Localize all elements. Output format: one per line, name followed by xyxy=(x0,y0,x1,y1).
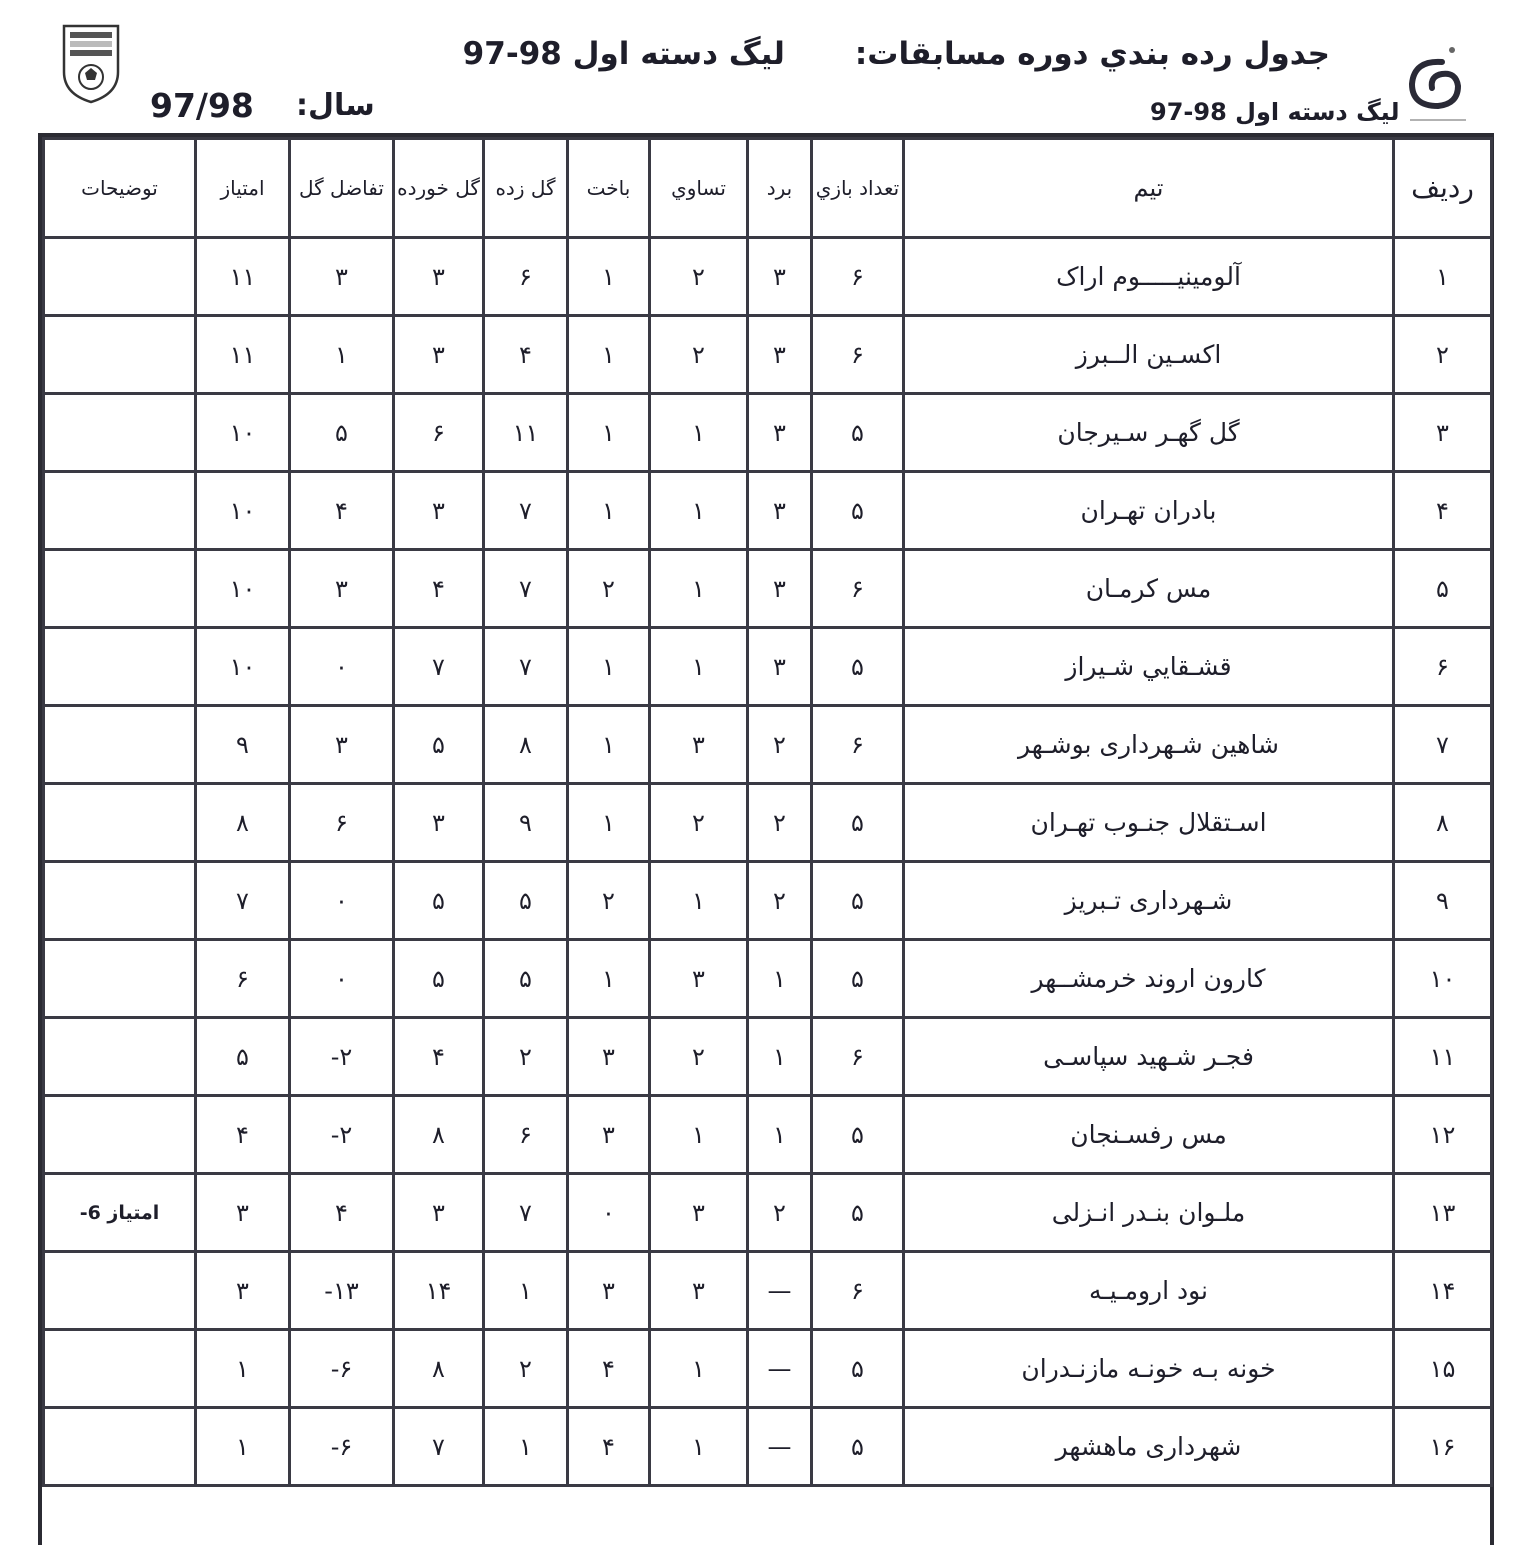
table-row xyxy=(44,1330,1492,1408)
header-row xyxy=(44,139,1492,238)
year-label: سال: xyxy=(296,88,375,123)
table-row xyxy=(44,862,1492,940)
row-drawn: ۲ xyxy=(650,238,748,316)
row-drawn: ۱ xyxy=(650,472,748,550)
row-won: ۳ xyxy=(748,550,812,628)
row-goals-for: ۲ xyxy=(484,1330,568,1408)
col-goals-against: گل خورده xyxy=(394,139,484,238)
row-note xyxy=(44,1096,196,1174)
row-won: ۳ xyxy=(748,628,812,706)
row-goals-against: ۵ xyxy=(394,862,484,940)
table-row xyxy=(44,1408,1492,1486)
col-won: برد xyxy=(748,139,812,238)
row-drawn: ۱ xyxy=(650,1096,748,1174)
row-won: ۲ xyxy=(748,862,812,940)
row-lost: ۴ xyxy=(568,1408,650,1486)
row-rank: ۶ xyxy=(1394,628,1492,706)
row-rank: ۸ xyxy=(1394,784,1492,862)
row-team: بادران تهـران xyxy=(904,472,1394,550)
col-goals-for: گل زده xyxy=(484,139,568,238)
row-points: ۱ xyxy=(196,1408,290,1486)
row-won: ۳ xyxy=(748,316,812,394)
row-note xyxy=(44,394,196,472)
row-lost: ۰ xyxy=(568,1174,650,1252)
row-lost: ۳ xyxy=(568,1096,650,1174)
row-goals-against: ۵ xyxy=(394,706,484,784)
row-team: شـهرداری تـبريز xyxy=(904,862,1394,940)
table-row xyxy=(44,394,1492,472)
row-goals-against: ۸ xyxy=(394,1330,484,1408)
row-goals-for: ۱ xyxy=(484,1252,568,1330)
row-rank: ۷ xyxy=(1394,706,1492,784)
table-row xyxy=(44,1096,1492,1174)
table-row xyxy=(44,1252,1492,1330)
row-goal-diff: ۲- xyxy=(290,1018,394,1096)
table-row xyxy=(44,706,1492,784)
row-goals-against: ۳ xyxy=(394,316,484,394)
row-goals-for: ۹ xyxy=(484,784,568,862)
row-lost: ۱ xyxy=(568,628,650,706)
row-note xyxy=(44,1408,196,1486)
row-note xyxy=(44,238,196,316)
row-lost: ۲ xyxy=(568,862,650,940)
row-points: ۳ xyxy=(196,1252,290,1330)
col-lost: باخت xyxy=(568,139,650,238)
row-goal-diff: ۱۳- xyxy=(290,1252,394,1330)
row-played: ۵ xyxy=(812,1330,904,1408)
row-rank: ۳ xyxy=(1394,394,1492,472)
row-note: امتياز 6- xyxy=(44,1174,196,1252)
row-points: ۸ xyxy=(196,784,290,862)
table-row xyxy=(44,628,1492,706)
row-drawn: ۱ xyxy=(650,394,748,472)
col-team: تيم xyxy=(904,139,1394,238)
row-rank: ۱ xyxy=(1394,238,1492,316)
row-rank: ۱۰ xyxy=(1394,940,1492,1018)
row-lost: ۳ xyxy=(568,1018,650,1096)
row-points: ۱۰ xyxy=(196,472,290,550)
row-goals-for: ۷ xyxy=(484,550,568,628)
row-team: ملـوان بنـدر انـزلی xyxy=(904,1174,1394,1252)
row-won: — xyxy=(748,1408,812,1486)
row-note xyxy=(44,1252,196,1330)
row-lost: ۱ xyxy=(568,238,650,316)
row-points: ۴ xyxy=(196,1096,290,1174)
table-row xyxy=(44,1018,1492,1096)
table-row xyxy=(44,940,1492,1018)
row-goals-for: ۷ xyxy=(484,472,568,550)
table-row xyxy=(44,1174,1492,1252)
row-team: شهرداری ماهشهر xyxy=(904,1408,1394,1486)
year-value: 97/98 xyxy=(150,86,254,125)
row-goal-diff: ۳ xyxy=(290,550,394,628)
row-drawn: ۱ xyxy=(650,628,748,706)
row-lost: ۱ xyxy=(568,394,650,472)
row-goals-against: ۴ xyxy=(394,1018,484,1096)
row-team: آلومينيـــــوم اراک xyxy=(904,238,1394,316)
row-lost: ۱ xyxy=(568,472,650,550)
row-points: ۵ xyxy=(196,1018,290,1096)
row-lost: ۱ xyxy=(568,706,650,784)
row-won: ۳ xyxy=(748,472,812,550)
table-row xyxy=(44,316,1492,394)
row-note xyxy=(44,1330,196,1408)
row-goals-for: ۲ xyxy=(484,1018,568,1096)
row-team: مس کرمـان xyxy=(904,550,1394,628)
row-drawn: ۳ xyxy=(650,940,748,1018)
row-team: قشـقايي شـيراز xyxy=(904,628,1394,706)
page-title xyxy=(462,36,1330,82)
row-goals-against: ۱۴ xyxy=(394,1252,484,1330)
row-team: کارون اروند خرمشــهر xyxy=(904,940,1394,1018)
row-goal-diff: ۱ xyxy=(290,316,394,394)
row-note xyxy=(44,784,196,862)
row-note xyxy=(44,472,196,550)
league-logo-icon xyxy=(1400,40,1470,130)
row-points: ۱۱ xyxy=(196,238,290,316)
row-note xyxy=(44,706,196,784)
row-goal-diff: ۰ xyxy=(290,862,394,940)
row-goals-for: ۷ xyxy=(484,1174,568,1252)
row-rank: ۱۴ xyxy=(1394,1252,1492,1330)
row-played: ۵ xyxy=(812,628,904,706)
row-won: ۲ xyxy=(748,1174,812,1252)
row-points: ۳ xyxy=(196,1174,290,1252)
row-rank: ۵ xyxy=(1394,550,1492,628)
row-drawn: ۲ xyxy=(650,1018,748,1096)
row-goal-diff: ۵ xyxy=(290,394,394,472)
row-points: ۱۰ xyxy=(196,394,290,472)
row-goals-for: ۱ xyxy=(484,1408,568,1486)
row-drawn: ۱ xyxy=(650,550,748,628)
row-goals-for: ۶ xyxy=(484,238,568,316)
table-row xyxy=(44,550,1492,628)
row-lost: ۱ xyxy=(568,940,650,1018)
row-goal-diff: ۶- xyxy=(290,1408,394,1486)
title-text: جدول رده بندي دوره مسابقات: xyxy=(854,36,1330,72)
col-drawn: تساوي xyxy=(650,139,748,238)
row-played: ۶ xyxy=(812,1252,904,1330)
row-team: اکسـين الــبرز xyxy=(904,316,1394,394)
row-drawn: ۱ xyxy=(650,1408,748,1486)
row-lost: ۴ xyxy=(568,1330,650,1408)
row-drawn: ۳ xyxy=(650,1252,748,1330)
row-goal-diff: ۳ xyxy=(290,706,394,784)
row-drawn: ۱ xyxy=(650,862,748,940)
row-points: ۶ xyxy=(196,940,290,1018)
row-goals-for: ۵ xyxy=(484,862,568,940)
row-goals-for: ۴ xyxy=(484,316,568,394)
row-goals-against: ۷ xyxy=(394,1408,484,1486)
row-goals-against: ۳ xyxy=(394,1174,484,1252)
row-note xyxy=(44,940,196,1018)
row-goal-diff: ۰ xyxy=(290,940,394,1018)
row-rank: ۲ xyxy=(1394,316,1492,394)
row-played: ۶ xyxy=(812,238,904,316)
row-played: ۵ xyxy=(812,472,904,550)
row-rank: ۱۶ xyxy=(1394,1408,1492,1486)
row-played: ۶ xyxy=(812,1018,904,1096)
row-goals-against: ۵ xyxy=(394,940,484,1018)
row-won: ۳ xyxy=(748,238,812,316)
row-goals-against: ۶ xyxy=(394,394,484,472)
table-row xyxy=(44,238,1492,316)
row-played: ۵ xyxy=(812,394,904,472)
row-goal-diff: ۶ xyxy=(290,784,394,862)
row-goals-against: ۳ xyxy=(394,784,484,862)
row-team: فجـر شـهيد سپاسـی xyxy=(904,1018,1394,1096)
col-goal-diff: تفاضل گل xyxy=(290,139,394,238)
row-played: ۶ xyxy=(812,706,904,784)
row-goal-diff: ۶- xyxy=(290,1330,394,1408)
row-goal-diff: ۴ xyxy=(290,1174,394,1252)
row-played: ۶ xyxy=(812,316,904,394)
row-drawn: ۲ xyxy=(650,316,748,394)
standings-table xyxy=(42,137,1493,1487)
row-played: ۵ xyxy=(812,784,904,862)
row-won: ۲ xyxy=(748,706,812,784)
row-goals-for: ۷ xyxy=(484,628,568,706)
subtitle: ليگ دسته اول 98-97 xyxy=(1150,98,1400,126)
table-row xyxy=(44,784,1492,862)
row-played: ۵ xyxy=(812,940,904,1018)
competition-name: ليگ دسته اول 98-97 xyxy=(462,36,785,72)
row-won: ۱ xyxy=(748,1096,812,1174)
row-goals-against: ۳ xyxy=(394,472,484,550)
row-won: ۳ xyxy=(748,394,812,472)
federation-emblem-icon xyxy=(60,22,122,104)
row-note xyxy=(44,628,196,706)
row-goals-for: ۸ xyxy=(484,706,568,784)
row-lost: ۳ xyxy=(568,1252,650,1330)
row-team: خونه بـه خونـه مازنـدران xyxy=(904,1330,1394,1408)
row-points: ۱۰ xyxy=(196,550,290,628)
row-lost: ۱ xyxy=(568,784,650,862)
row-goal-diff: ۲- xyxy=(290,1096,394,1174)
row-note xyxy=(44,862,196,940)
row-rank: ۱۳ xyxy=(1394,1174,1492,1252)
row-played: ۵ xyxy=(812,1174,904,1252)
row-team: نود ارومـيـه xyxy=(904,1252,1394,1330)
row-goals-for: ۱۱ xyxy=(484,394,568,472)
col-rank: رديف xyxy=(1394,139,1492,238)
row-lost: ۲ xyxy=(568,550,650,628)
row-rank: ۴ xyxy=(1394,472,1492,550)
row-goal-diff: ۳ xyxy=(290,238,394,316)
row-lost: ۱ xyxy=(568,316,650,394)
row-won: ۱ xyxy=(748,940,812,1018)
row-note xyxy=(44,316,196,394)
row-goal-diff: ۰ xyxy=(290,628,394,706)
row-team: اسـتقلال جنـوب تهـران xyxy=(904,784,1394,862)
row-points: ۹ xyxy=(196,706,290,784)
row-won: — xyxy=(748,1252,812,1330)
row-rank: ۱۲ xyxy=(1394,1096,1492,1174)
row-won: ۲ xyxy=(748,784,812,862)
row-team: گل گهـر سـيرجان xyxy=(904,394,1394,472)
row-goals-for: ۶ xyxy=(484,1096,568,1174)
row-played: ۵ xyxy=(812,1408,904,1486)
row-note xyxy=(44,1018,196,1096)
row-won: ۱ xyxy=(748,1018,812,1096)
row-points: ۱۰ xyxy=(196,628,290,706)
row-points: ۱ xyxy=(196,1330,290,1408)
col-points: امتياز xyxy=(196,139,290,238)
row-played: ۵ xyxy=(812,1096,904,1174)
row-drawn: ۳ xyxy=(650,1174,748,1252)
row-team: مس رفسـنجان xyxy=(904,1096,1394,1174)
row-goals-against: ۸ xyxy=(394,1096,484,1174)
row-played: ۶ xyxy=(812,550,904,628)
col-played: تعداد بازي xyxy=(812,139,904,238)
row-points: ۱۱ xyxy=(196,316,290,394)
row-goals-against: ۷ xyxy=(394,628,484,706)
row-drawn: ۳ xyxy=(650,706,748,784)
row-goals-against: ۳ xyxy=(394,238,484,316)
row-goal-diff: ۴ xyxy=(290,472,394,550)
row-played: ۵ xyxy=(812,862,904,940)
row-drawn: ۱ xyxy=(650,1330,748,1408)
row-rank: ۱۵ xyxy=(1394,1330,1492,1408)
row-goals-against: ۴ xyxy=(394,550,484,628)
row-drawn: ۲ xyxy=(650,784,748,862)
row-note xyxy=(44,550,196,628)
table-row xyxy=(44,472,1492,550)
col-notes: توضيحات xyxy=(44,139,196,238)
row-won: — xyxy=(748,1330,812,1408)
row-points: ۷ xyxy=(196,862,290,940)
row-team: شاهين شـهرداری بوشـهر xyxy=(904,706,1394,784)
row-rank: ۹ xyxy=(1394,862,1492,940)
row-goals-for: ۵ xyxy=(484,940,568,1018)
row-rank: ۱۱ xyxy=(1394,1018,1492,1096)
